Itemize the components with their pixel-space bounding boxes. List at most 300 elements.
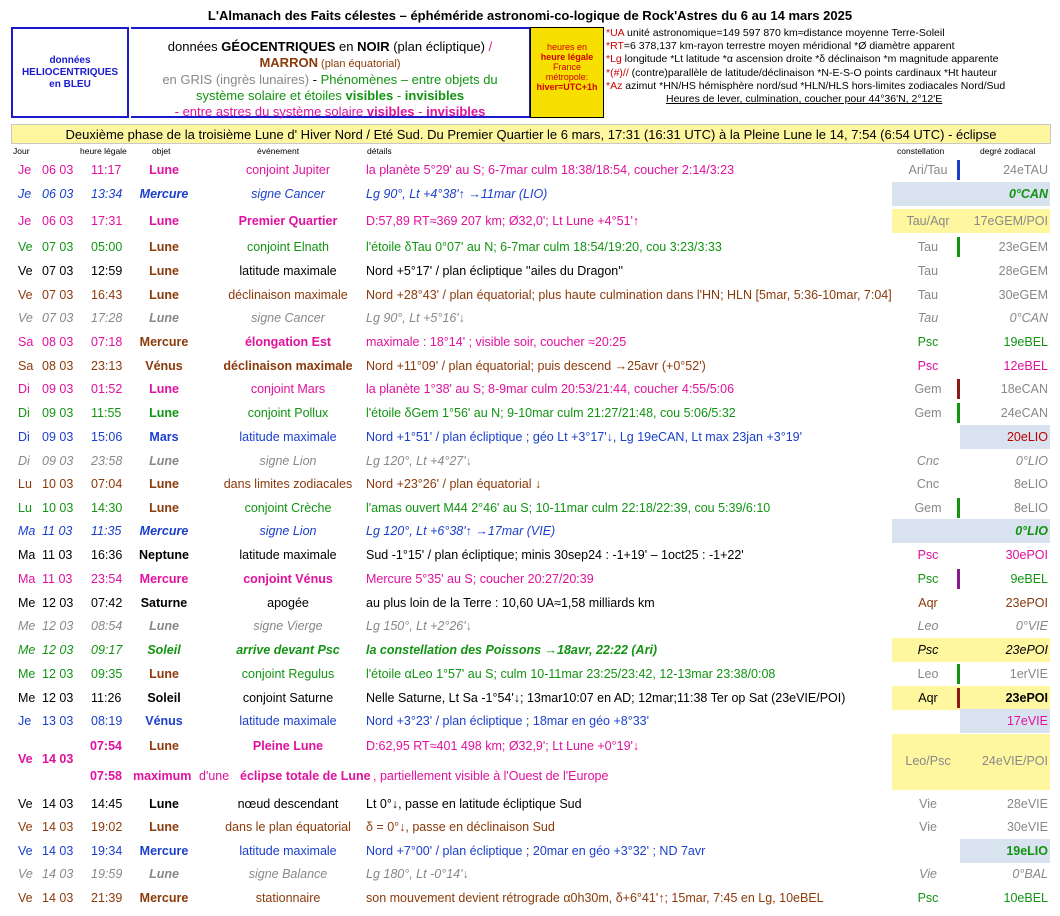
geo-text: - xyxy=(414,104,427,119)
constellation-cell: Gem xyxy=(914,406,942,420)
event-cell: latitude maximale xyxy=(239,714,337,728)
time-cell: 09:35 xyxy=(91,667,123,681)
day-cell: Je xyxy=(18,714,32,728)
table-row xyxy=(0,519,1060,543)
details-cell: Lg 90°, Lt +4°38'↑ →11mar (LIO) xyxy=(366,187,548,201)
table-row xyxy=(0,567,1060,591)
zodiac-degree-cell: 19eBEL xyxy=(1003,335,1048,349)
constellation-cell: Tau xyxy=(917,264,939,278)
table-row xyxy=(0,709,1060,733)
details-cell: au plus loin de la Terre : 10,60 UA≈1,58 milliards km xyxy=(366,596,655,610)
date-cell: 12 03 xyxy=(42,691,74,705)
helio-line-3: en BLEU xyxy=(49,78,91,90)
eclipse-text-3: éclipse totale de Lune xyxy=(240,769,371,783)
table-row xyxy=(0,862,1060,886)
date-cell: 11 03 xyxy=(42,524,73,538)
day-cell: Ve xyxy=(18,752,33,766)
event-cell: déclinaison maximale xyxy=(228,288,348,302)
table-row xyxy=(0,158,1060,182)
details-cell: δ = 0°↓, passe en déclinaison Sud xyxy=(366,820,555,834)
table-row xyxy=(0,377,1060,401)
date-cell: 07 03 xyxy=(42,311,74,325)
constellation-cell: Psc xyxy=(917,572,939,586)
details-cell: Nord +23°26' / plan équatorial ↓ xyxy=(366,477,542,491)
event-cell: conjoint Saturne xyxy=(242,691,334,705)
hours-line: métropole: xyxy=(545,72,589,82)
table-row xyxy=(0,496,1060,520)
helio-line-1: données xyxy=(49,54,91,66)
table-row xyxy=(0,792,1060,816)
geo-text: / xyxy=(484,39,493,54)
constellation-cell: Tau xyxy=(917,288,939,302)
geo-text: invisibles xyxy=(426,104,486,119)
time-cell: 11:17 xyxy=(91,163,122,177)
zodiac-degree-cell: 24eCAN xyxy=(1000,406,1048,420)
date-cell: 09 03 xyxy=(42,430,74,444)
constellation-cell: Tau xyxy=(917,311,939,325)
details-cell: D:62,95 RT≈401 498 km; Ø32,9'; Lt Lune +0°19'↓ xyxy=(366,739,640,753)
table-row xyxy=(0,638,1060,662)
object-cell: Mercure xyxy=(139,844,189,858)
zodiac-degree-cell: 23ePOI xyxy=(1005,691,1048,705)
details-cell: Nord +11°09' / plan équatorial; puis descend →25avr (+0°52') xyxy=(366,359,706,373)
table-row xyxy=(0,614,1060,638)
table-row xyxy=(0,662,1060,686)
time-cell: 14:30 xyxy=(91,501,123,515)
event-cell: conjoint Pollux xyxy=(247,406,329,420)
geo-text: - entre astres du système solaire xyxy=(174,104,367,119)
event-cell: latitude maximale xyxy=(239,844,337,858)
day-cell: Je xyxy=(18,214,32,228)
event-cell: conjoint Crèche xyxy=(244,501,332,515)
legend-line xyxy=(606,80,1056,93)
event-cell: apogée xyxy=(267,596,309,610)
object-cell: Lune xyxy=(149,667,179,681)
day-cell: Lu xyxy=(18,477,32,491)
event-cell: arrive devant Psc xyxy=(236,643,340,657)
date-cell: 14 03 xyxy=(42,797,74,811)
details-cell: Lg 150°, Lt +2°26'↓ xyxy=(366,619,472,633)
event-cell: dans le plan équatorial xyxy=(225,820,351,834)
day-cell: Sa xyxy=(18,335,34,349)
day-cell: Ve xyxy=(18,311,33,325)
details-cell: la planète 1°38' au S; 8-9mar culm 20:53/21:44, coucher 4:55/5:06 xyxy=(366,382,735,396)
date-cell: 12 03 xyxy=(42,643,74,657)
time-cell: 23:54 xyxy=(91,572,123,586)
legend-text: unité astronomique=149 597 870 km≈distance moyenne Terre-Soleil xyxy=(624,27,945,39)
details-cell: maximale : 18°14' ; visible soir, coucher ≈20:25 xyxy=(366,335,627,349)
hours-line: heure légale xyxy=(540,52,594,62)
zodiac-degree-cell: 10eBEL xyxy=(1003,891,1048,905)
heliocentric-legend-box xyxy=(11,27,129,118)
time-cell: 11:35 xyxy=(91,524,122,538)
header-degree: degré zodiacal xyxy=(980,146,1036,156)
details-cell: Nord +1°51' / plan écliptique ; géo Lt +3°17'↓, Lg 19eCAN, Lt max 23jan +3°19' xyxy=(366,430,802,444)
eclipse-text-2: d'une xyxy=(199,769,230,783)
zodiac-degree-cell: 0°CAN xyxy=(1008,187,1048,201)
geo-text: GRIS xyxy=(180,72,213,87)
day-cell: Di xyxy=(18,454,30,468)
legend-line xyxy=(606,53,1056,66)
time-cell: 23:58 xyxy=(91,454,123,468)
object-cell: Lune xyxy=(149,739,179,753)
constellation-cell: Psc xyxy=(917,891,939,905)
hours-line: heures en xyxy=(546,42,588,52)
event-cell: signe Lion xyxy=(259,524,317,538)
time-cell: 19:59 xyxy=(91,867,123,881)
event-cell: latitude maximale xyxy=(239,264,337,278)
zodiac-degree-cell: 23ePOI xyxy=(1005,643,1048,657)
legend-line xyxy=(606,27,1056,40)
geo-text: (ingrès lunaires) xyxy=(212,72,310,87)
event-cell: élongation Est xyxy=(244,335,332,349)
geo-text: (plan écliptique) xyxy=(389,39,485,54)
table-row xyxy=(0,401,1060,425)
table-row xyxy=(0,354,1060,378)
details-cell: Lg 120°, Lt +6°38'↑ →17mar (VIE) xyxy=(366,524,556,538)
event-cell: dans limites zodiacales xyxy=(223,477,353,491)
object-cell: Lune xyxy=(149,454,179,468)
date-cell: 06 03 xyxy=(42,163,74,177)
zodiac-degree-cell: 0°LIO xyxy=(1015,524,1048,538)
day-cell: Ve xyxy=(18,820,33,834)
day-cell: Sa xyxy=(18,359,34,373)
object-cell: Lune xyxy=(149,797,179,811)
date-cell: 14 03 xyxy=(42,820,74,834)
date-cell: 10 03 xyxy=(42,501,74,515)
time-cell: 16:43 xyxy=(91,288,123,302)
header-event: événement xyxy=(257,146,300,156)
time-cell: 11:26 xyxy=(91,691,122,705)
eclipse-time: 07:58 xyxy=(90,769,122,783)
object-cell: Mercure xyxy=(139,187,189,201)
zodiac-degree-cell: 24eVIE/POI xyxy=(981,754,1048,768)
date-cell: 14 03 xyxy=(42,891,74,905)
date-cell: 07 03 xyxy=(42,240,74,254)
object-cell: Lune xyxy=(149,240,179,254)
object-cell: Lune xyxy=(149,288,179,302)
details-cell: Nord +3°23' / plan écliptique ; 18mar en géo +8°33' xyxy=(366,714,650,728)
date-cell: 12 03 xyxy=(42,596,74,610)
zodiac-degree-cell: 0°BAL xyxy=(1012,867,1048,881)
hours-line: hiver=UTC+1h xyxy=(536,82,598,92)
details-cell: la constellation des Poissons →18avr, 22:22 (Ari) xyxy=(366,643,658,657)
table-row xyxy=(0,306,1060,330)
date-cell: 11 03 xyxy=(42,572,73,586)
date-cell: 08 03 xyxy=(42,335,74,349)
zodiac-degree-cell: 23ePOI xyxy=(1005,596,1048,610)
date-cell: 14 03 xyxy=(42,752,74,766)
constellation-cell: Gem xyxy=(914,382,942,396)
geo-text: invisibles xyxy=(404,88,465,103)
day-cell: Me xyxy=(18,643,36,657)
details-cell: Nord +7°00' / plan écliptique ; 20mar en géo +3°32' ; ND 7avr xyxy=(366,844,706,858)
date-cell: 11 03 xyxy=(42,548,73,562)
constellation-cell: Aqr xyxy=(918,596,938,610)
details-cell: Nord +5°17' / plan écliptique ''ailes du Dragon'' xyxy=(366,264,624,278)
object-cell: Vénus xyxy=(145,359,183,373)
day-cell: Ve xyxy=(18,844,33,858)
date-cell: 09 03 xyxy=(42,454,74,468)
time-cell: 17:28 xyxy=(91,311,123,325)
zodiac-degree-cell: 17eGEM/POI xyxy=(973,214,1048,228)
details-cell: l'étoile δGem 1°56' au N; 9-10mar culm 21:27/21:48, cou 5:06/5:32 xyxy=(366,406,736,420)
time-cell: 16:36 xyxy=(91,548,123,562)
table-row xyxy=(0,591,1060,615)
zodiac-degree-cell: 19eLIO xyxy=(1006,844,1048,858)
constellation-cell: Vie xyxy=(919,867,937,881)
object-cell: Mercure xyxy=(139,572,189,586)
table-row xyxy=(0,886,1060,910)
event-cell: signe Cancer xyxy=(251,187,325,201)
geo-text: données xyxy=(167,39,222,54)
day-cell: Ma xyxy=(18,572,36,586)
geo-text: en xyxy=(335,39,358,54)
day-cell: Ma xyxy=(18,524,36,538)
event-cell: nœud descendant xyxy=(237,797,339,811)
object-cell: Vénus xyxy=(145,714,183,728)
event-cell: latitude maximale xyxy=(239,430,337,444)
zodiac-degree-cell: 18eCAN xyxy=(1000,382,1048,396)
time-cell: 14:45 xyxy=(91,797,123,811)
day-cell: Ve xyxy=(18,240,33,254)
table-row xyxy=(0,815,1060,839)
legend-key: *Az xyxy=(606,79,623,92)
legend-line xyxy=(606,40,1056,53)
geo-text: (plan équatorial) xyxy=(317,58,401,70)
event-cell: signe Balance xyxy=(248,867,328,881)
object-cell: Lune xyxy=(149,311,179,325)
geo-text: en xyxy=(162,72,181,87)
object-cell: Neptune xyxy=(139,548,189,562)
constellation-cell: Vie xyxy=(919,820,937,834)
object-cell: Lune xyxy=(149,820,179,834)
object-cell: Mars xyxy=(149,430,179,444)
legend-line xyxy=(606,93,1056,106)
legend-text: Heures de lever, culmination, coucher pour 44°36'N, 2°12'E xyxy=(666,93,943,106)
date-cell: 08 03 xyxy=(42,359,74,373)
table-row xyxy=(0,472,1060,496)
date-cell: 07 03 xyxy=(42,288,74,302)
constellation-cell: Cnc xyxy=(916,454,940,468)
legend-line xyxy=(606,67,1056,80)
table-row xyxy=(0,259,1060,283)
date-cell: 07 03 xyxy=(42,264,74,278)
time-cell: 13:34 xyxy=(91,187,123,201)
table-row xyxy=(0,182,1060,206)
zodiac-degree-cell: 1erVIE xyxy=(1009,667,1048,681)
day-cell: Ve xyxy=(18,891,33,905)
geo-text: système solaire et étoiles xyxy=(195,88,346,103)
details-cell: Nord +28°43' / plan équatorial; plus haute culmination dans l'HN; HLN [5mar, 5:36-10mar, 7:04] xyxy=(366,288,892,302)
object-cell: Lune xyxy=(149,477,179,491)
event-cell: conjoint Elnath xyxy=(246,240,329,254)
zodiac-degree-cell: 23eGEM xyxy=(998,240,1048,254)
legend-key: *UA xyxy=(606,27,625,39)
day-cell: Me xyxy=(18,667,36,681)
day-cell: Je xyxy=(18,163,32,177)
constellation-cell: Ari/Tau xyxy=(908,163,948,177)
geo-text: GÉOCENTRIQUES xyxy=(221,39,336,54)
legend-key: *(#)// xyxy=(606,66,629,79)
legend-text: longitude *Lt latitude *α ascension droite *δ déclinaison *m magnitude apparente xyxy=(621,53,999,66)
zodiac-degree-cell: 20eLIO xyxy=(1006,430,1048,444)
event-cell: signe Cancer xyxy=(251,311,325,325)
header-object: objet xyxy=(152,146,171,156)
header-time: heure légale xyxy=(80,146,127,156)
constellation-cell: Psc xyxy=(917,359,939,373)
event-cell: Pleine Lune xyxy=(252,739,324,753)
legend-key: *RT xyxy=(606,40,624,53)
zodiac-degree-cell: 30ePOI xyxy=(1005,548,1048,562)
constellation-cell: Vie xyxy=(919,797,937,811)
zodiac-degree-cell: 9eBEL xyxy=(1010,572,1048,586)
day-cell: Di xyxy=(18,430,30,444)
time-cell: 19:02 xyxy=(91,820,123,834)
time-cell: 19:34 xyxy=(91,844,123,858)
day-cell: Lu xyxy=(18,501,32,515)
geo-text: visibles xyxy=(366,104,415,119)
table-row xyxy=(0,839,1060,863)
object-cell: Soleil xyxy=(147,643,181,657)
object-cell: Lune xyxy=(149,867,179,881)
details-cell: son mouvement devient rétrograde α0h30m, δ+6°41'↑; 15mar, 7:45 en Lg, 10eBEL xyxy=(366,891,824,905)
event-cell: signe Lion xyxy=(259,454,317,468)
zodiac-degree-cell: 0°CAN xyxy=(1009,311,1048,325)
day-cell: Ve xyxy=(18,288,33,302)
zodiac-degree-cell: 17eVIE xyxy=(1006,714,1048,728)
time-cell: 07:18 xyxy=(91,335,123,349)
geo-text: Phénomènes – entre objets du xyxy=(320,72,498,87)
header-constellation: constellation xyxy=(897,146,945,156)
geo-text: visibles xyxy=(345,88,394,103)
details-cell: l'amas ouvert M44 2°46' au S; 10-11mar culm 22:18/22:39, cou 5:39/6:10 xyxy=(366,501,771,515)
object-cell: Soleil xyxy=(147,691,181,705)
time-cell: 17:31 xyxy=(91,214,123,228)
zodiac-degree-cell: 8eLIO xyxy=(1013,477,1048,491)
date-cell: 09 03 xyxy=(42,382,74,396)
details-cell: Lt 0°↓, passe en latitude écliptique Sud xyxy=(366,797,582,811)
event-cell: Premier Quartier xyxy=(238,214,338,228)
table-row xyxy=(0,449,1060,473)
details-cell: l'étoile αLeo 1°57' au S; culm 10-11mar 23:25/23:42, 12-13mar 23:38/0:08 xyxy=(366,667,776,681)
header-day: Jour xyxy=(13,146,30,156)
abbreviation-legend xyxy=(606,27,1056,118)
date-cell: 14 03 xyxy=(42,844,74,858)
constellation-cell: Psc xyxy=(917,643,939,657)
details-cell: Lg 90°, Lt +5°16'↓ xyxy=(366,311,465,325)
zodiac-degree-cell: 0°VIE xyxy=(1015,619,1048,633)
table-row xyxy=(0,425,1060,449)
eclipse-text-4: , partiellement visible à l'Ouest de l'Europe xyxy=(373,769,609,783)
day-cell: Di xyxy=(18,382,30,396)
zodiac-degree-cell: 0°LIO xyxy=(1015,454,1048,468)
geo-text: - xyxy=(393,88,405,103)
event-cell: déclinaison maximale xyxy=(223,359,353,373)
constellation-cell: Cnc xyxy=(916,477,940,491)
object-cell: Mercure xyxy=(139,335,189,349)
table-row xyxy=(0,209,1060,233)
date-cell: 14 03 xyxy=(42,867,74,881)
date-cell: 09 03 xyxy=(42,406,74,420)
event-cell: latitude maximale xyxy=(239,548,337,562)
object-cell: Lune xyxy=(149,619,179,633)
time-cell: 08:19 xyxy=(91,714,123,728)
object-cell: Mercure xyxy=(139,524,189,538)
day-cell: Di xyxy=(18,406,30,420)
event-cell: signe Vierge xyxy=(253,619,323,633)
geo-text: - xyxy=(309,72,321,87)
legal-hours-box xyxy=(530,27,604,118)
date-cell: 10 03 xyxy=(42,477,74,491)
day-cell: Ve xyxy=(18,264,33,278)
time-cell: 07:54 xyxy=(90,739,122,753)
time-cell: 01:52 xyxy=(91,382,123,396)
details-cell: Nelle Saturne, Lt Sa -1°54'↓; 13mar10:07 en AD; 12mar;11:38 Ter op Sat (23eVIE/POI) xyxy=(366,691,846,705)
time-cell: 07:04 xyxy=(91,477,123,491)
day-cell: Ve xyxy=(18,797,33,811)
details-cell: la planète 5°29' au S; 6-7mar culm 18:38/18:54, coucher 2:14/3:23 xyxy=(366,163,735,177)
time-cell: 09:17 xyxy=(91,643,123,657)
header-details: détails xyxy=(367,146,392,156)
legend-key: *Lg xyxy=(606,53,622,66)
hours-line: France xyxy=(552,62,581,72)
legend-text: (contre)parallèle de latitude/déclinaison *N-E-S-O points cardinaux *Ht hauteur xyxy=(628,66,998,79)
zodiac-degree-cell: 8eLIO xyxy=(1013,501,1048,515)
zodiac-degree-cell: 24eTAU xyxy=(1003,163,1048,177)
geo-text: NOIR xyxy=(357,39,390,54)
zodiac-degree-cell: 30eGEM xyxy=(998,288,1048,302)
constellation-cell: Psc xyxy=(917,335,939,349)
day-cell: Ve xyxy=(18,867,33,881)
time-cell: 23:13 xyxy=(91,359,123,373)
details-cell: Lg 180°, Lt -0°14'↓ xyxy=(366,867,469,881)
table-row xyxy=(0,686,1060,710)
details-cell: Lg 120°, Lt +4°27'↓ xyxy=(366,454,472,468)
object-cell: Lune xyxy=(149,382,179,396)
time-cell: 08:54 xyxy=(91,619,123,633)
zodiac-degree-cell: 12eBEL xyxy=(1003,359,1048,373)
event-cell: stationnaire xyxy=(255,891,321,905)
date-cell: 06 03 xyxy=(42,187,74,201)
time-cell: 05:00 xyxy=(91,240,123,254)
date-cell: 12 03 xyxy=(42,619,74,633)
date-cell: 12 03 xyxy=(42,667,74,681)
details-cell: l'étoile δTau 0°07' au N; 6-7mar culm 18:54/19:20, cou 3:23/3:33 xyxy=(366,240,722,254)
time-cell: 12:59 xyxy=(91,264,123,278)
time-cell: 11:55 xyxy=(91,406,122,420)
time-cell: 21:39 xyxy=(91,891,123,905)
constellation-cell: Leo xyxy=(917,619,939,633)
day-cell: Me xyxy=(18,596,36,610)
date-cell: 13 03 xyxy=(42,714,74,728)
time-cell: 07:42 xyxy=(91,596,123,610)
details-cell: Sud -1°15' / plan écliptique; minis 30sep24 : -1+19' – 1oct25 : -1+22' xyxy=(366,548,744,562)
details-cell: Mercure 5°35' au S; coucher 20:27/20:39 xyxy=(366,572,594,586)
zodiac-degree-cell: 30eVIE xyxy=(1006,820,1048,834)
day-cell: Je xyxy=(18,187,32,201)
object-cell: Lune xyxy=(149,264,179,278)
object-cell: Saturne xyxy=(140,596,188,610)
helio-line-2: HELIOCENTRIQUES xyxy=(21,66,119,78)
constellation-cell: Psc xyxy=(917,548,939,562)
object-cell: Lune xyxy=(149,214,179,228)
eclipse-text-1: maximum xyxy=(133,769,192,783)
geo-text: MARRON xyxy=(259,55,318,70)
object-cell: Lune xyxy=(149,406,179,420)
legend-text: azimut *HN/HS hémisphère nord/sud *HLN/HLS hors-limites zodiacales Nord/Sud xyxy=(622,79,1006,92)
lunar-phase-banner: Deuxième phase de la troisième Lune d' Hiver Nord / Eté Sud. Du Premier Quartier le 6 mars, 17:31 (16:31 UTC) à la Pleine Lune le 14, 7:54 (6:54 UTC) - éclipse xyxy=(11,124,1051,144)
